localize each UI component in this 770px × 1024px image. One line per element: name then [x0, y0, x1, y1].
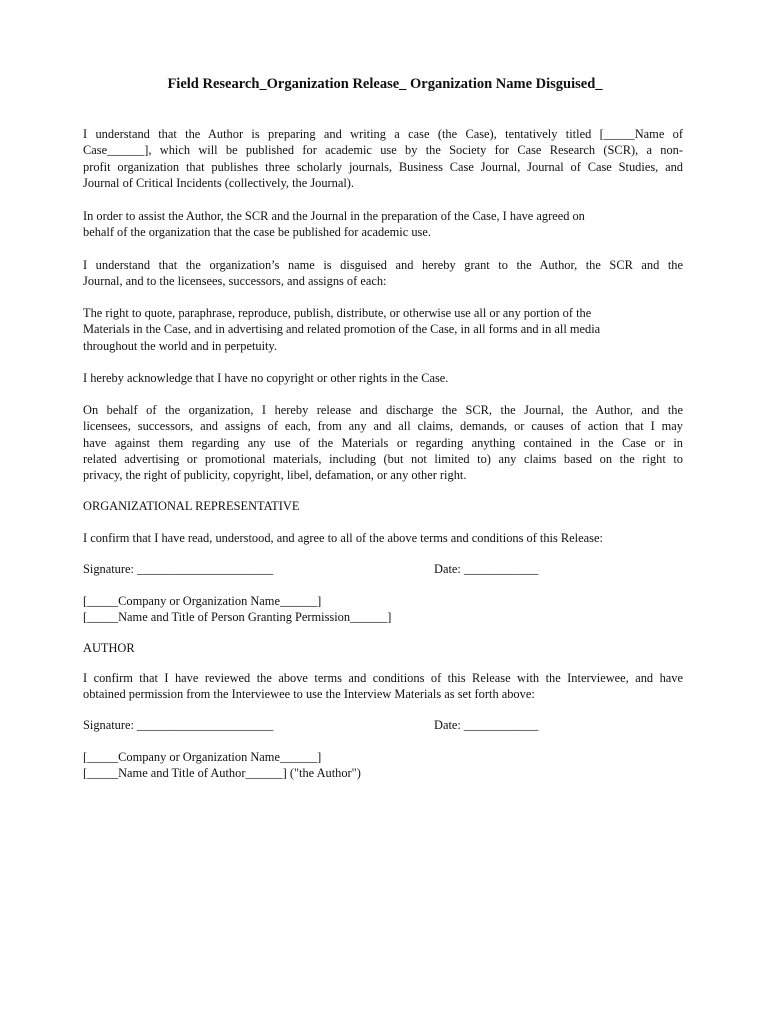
paragraph-line: The right to quote, paraphrase, reproduce, publish, distribute, or otherwise use all or any portion of the: [83, 306, 592, 320]
paragraph-line: licensees, successors, and assigns of each, from any and all claims, demands, or causes of action that I may: [83, 419, 683, 434]
org-signature-field[interactable]: Signature: ______________________: [83, 562, 274, 576]
author-name-field[interactable]: [_____Name and Title of Author______] ("the Author"): [83, 766, 361, 780]
paragraph-grant: [83, 257, 683, 290]
author-date-field[interactable]: Date: ____________: [434, 718, 539, 732]
paragraph-line: I understand that the organization’s name is disguised and hereby grant to the Author, the SCR and the: [83, 258, 683, 272]
paragraph-line: I confirm that I have reviewed the above terms and conditions of this Release with the Interviewee, and have: [83, 671, 683, 685]
paragraph-line: privacy, the right of publicity, copyright, libel, defamation, or any other right.: [83, 468, 467, 483]
paragraph-line: obtained permission from the Interviewee to use the Interview Materials as set forth above:: [83, 687, 535, 702]
paragraph-line: behalf of the organization that the case be published for academic use.: [83, 225, 431, 240]
author-company-field[interactable]: [_____Company or Organization Name______]: [83, 750, 322, 764]
paragraph-line: throughout the world and in perpetuity.: [83, 338, 277, 353]
document-title: Field Research_Organization Release_ Organization Name Disguised_: [167, 76, 603, 92]
paragraph-line: Case______], which will be published for academic use by the Society for Case Research (SCR), a non-: [83, 143, 683, 158]
paragraph-line: Journal of Critical Incidents (collectively, the Journal).: [83, 175, 355, 190]
org-company-field[interactable]: [_____Company or Organization Name______]: [83, 594, 322, 608]
paragraph-release: [83, 402, 683, 483]
paragraph-line: have against them regarding any use of the Materials or regarding anything contained in the Case or in: [83, 435, 683, 450]
org-person-field[interactable]: [_____Name and Title of Person Granting Permission______]: [83, 610, 392, 624]
author-heading: AUTHOR: [83, 641, 135, 655]
author-signature-field[interactable]: Signature: ______________________: [83, 718, 274, 732]
paragraph-assist: [83, 208, 683, 241]
paragraph-line: Materials in the Case, and in advertising and related promotion of the Case, in all forms and in all media: [83, 322, 601, 337]
author-confirm-text: [83, 670, 683, 703]
paragraph-line: related advertising or promotional materials, including (but not limited to) any claims based on the right to: [83, 451, 683, 466]
org-confirm-text: I confirm that I have read, understood, and agree to all of the above terms and conditions of this Release:: [83, 531, 603, 545]
paragraph-line: Journal, and to the licensees, successors, and assigns of each:: [83, 274, 387, 289]
paragraph-line: I understand that the Author is preparing and writing a case (the Case), tentatively titled [_____Name of: [83, 127, 683, 141]
paragraph-line: In order to assist the Author, the SCR and the Journal in the preparation of the Case, I have agreed on: [83, 209, 585, 223]
org-rep-heading: ORGANIZATIONAL REPRESENTATIVE: [83, 499, 300, 513]
paragraph-copyright: [83, 370, 683, 386]
paragraph-line: profit organization that publishes three scholarly journals, Business Case Journal, Journal of Case Studies, and: [83, 159, 683, 174]
paragraph-line: I hereby acknowledge that I have no copyright or other rights in the Case.: [83, 371, 449, 385]
paragraph-line: On behalf of the organization, I hereby release and discharge the SCR, the Journal, the Author, and the: [83, 403, 683, 417]
paragraph-rights: [83, 305, 683, 354]
org-date-field[interactable]: Date: ____________: [434, 562, 539, 576]
paragraph-case-intro: [83, 126, 683, 191]
